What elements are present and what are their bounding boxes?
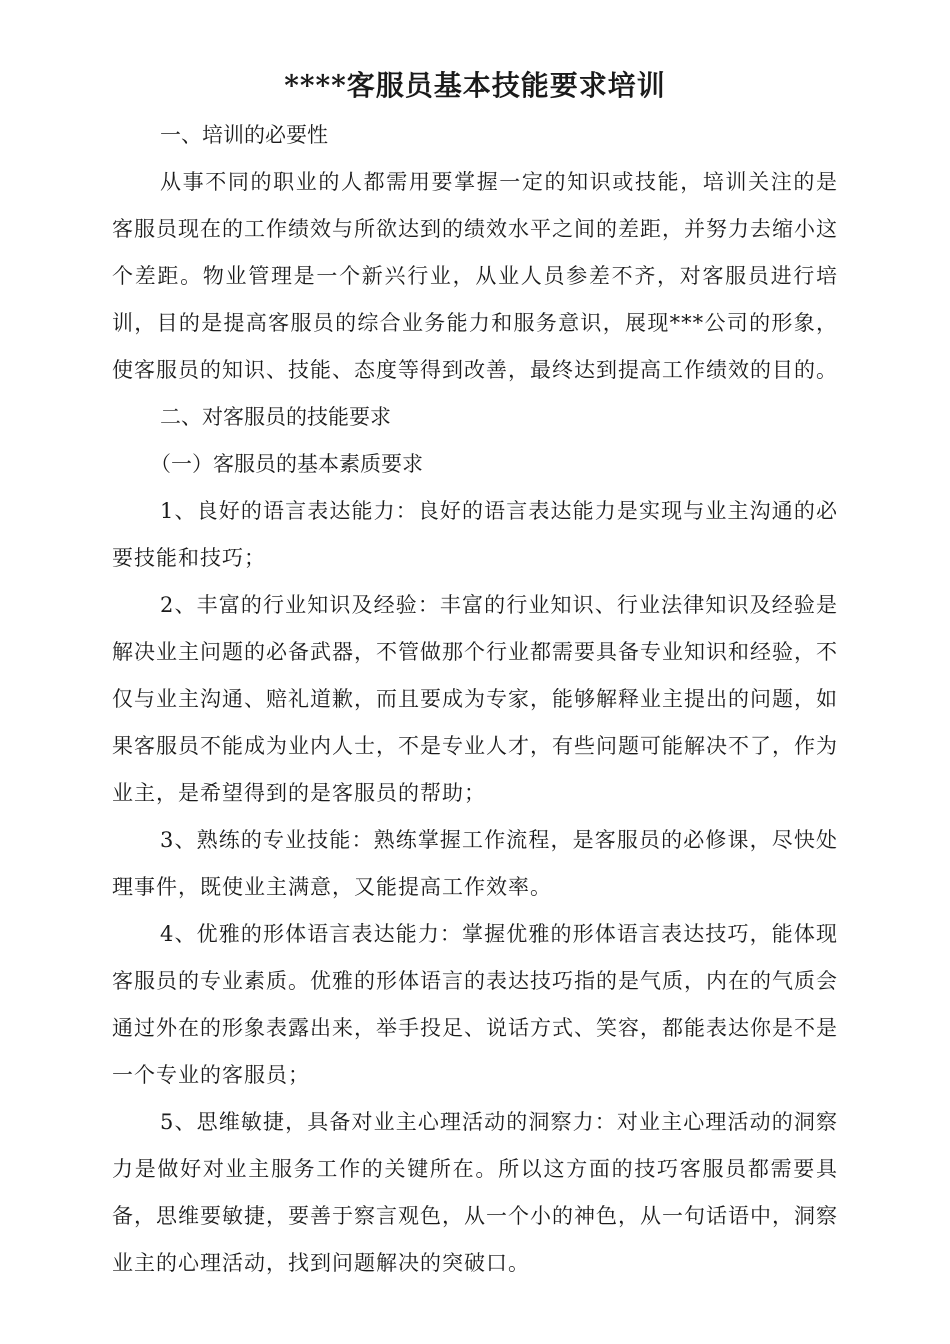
list-item-professional-skill: 3、熟练的专业技能：熟练掌握工作流程，是客服员的必修课，尽快处理事件，既使业主满意，又能提高工作效率。	[112, 828, 838, 899]
document-title: ****客服员基本技能要求培训	[284, 69, 666, 102]
list-item-quick-thinking: 5、思维敏捷，具备对业主心理活动的洞察力：对业主心理活动的洞察力是做好对业主服务工作的关键所在。所以这方面的技巧客服员都需要具备，思维要敏捷，要善于察言观色，从一个小的神色，从一句话语中，洞察业主的心理活动，找到问题解决的突破口。	[112, 1110, 838, 1275]
list-item-language-skill: 1、良好的语言表达能力：良好的语言表达能力是实现与业主沟通的必要技能和技巧；	[112, 499, 838, 570]
subsection-heading-basic-qualities: （一）客服员的基本素质要求	[150, 452, 423, 476]
paragraph-necessity: 从事不同的职业的人都需用要掌握一定的知识或技能，培训关注的是客服员现在的工作绩效与所欲达到的绩效水平之间的差距，并努力去缩小这个差距。物业管理是一个新兴行业，从业人员参差不齐，对客服员进行培训，目的是提高客服员的综合业务能力和服务意识，展现***公司的形象，使客服员的知识、技能、态度等得到改善，最终达到提高工作绩效的目的。	[112, 170, 838, 382]
section-heading-necessity: 一、培训的必要性	[160, 123, 328, 147]
list-item-body-language: 4、优雅的形体语言表达能力：掌握优雅的形体语言表达技巧，能体现客服员的专业素质。优雅的形体语言的表达技巧指的是气质，内在的气质会通过外在的形象表露出来，举手投足、说话方式、笑容，都能表达你是不是一个专业的客服员；	[112, 922, 838, 1087]
section-heading-skill-requirements: 二、对客服员的技能要求	[160, 405, 391, 429]
list-item-industry-knowledge: 2、丰富的行业知识及经验：丰富的行业知识、行业法律知识及经验是解决业主问题的必备武器，不管做那个行业都需要具备专业知识和经验，不仅与业主沟通、赔礼道歉，而且要成为专家，能够解释业主提出的问题，如果客服员不能成为业内人士，不是专业人才，有些问题可能解决不了，作为业主，是希望得到的是客服员的帮助；	[112, 593, 838, 805]
